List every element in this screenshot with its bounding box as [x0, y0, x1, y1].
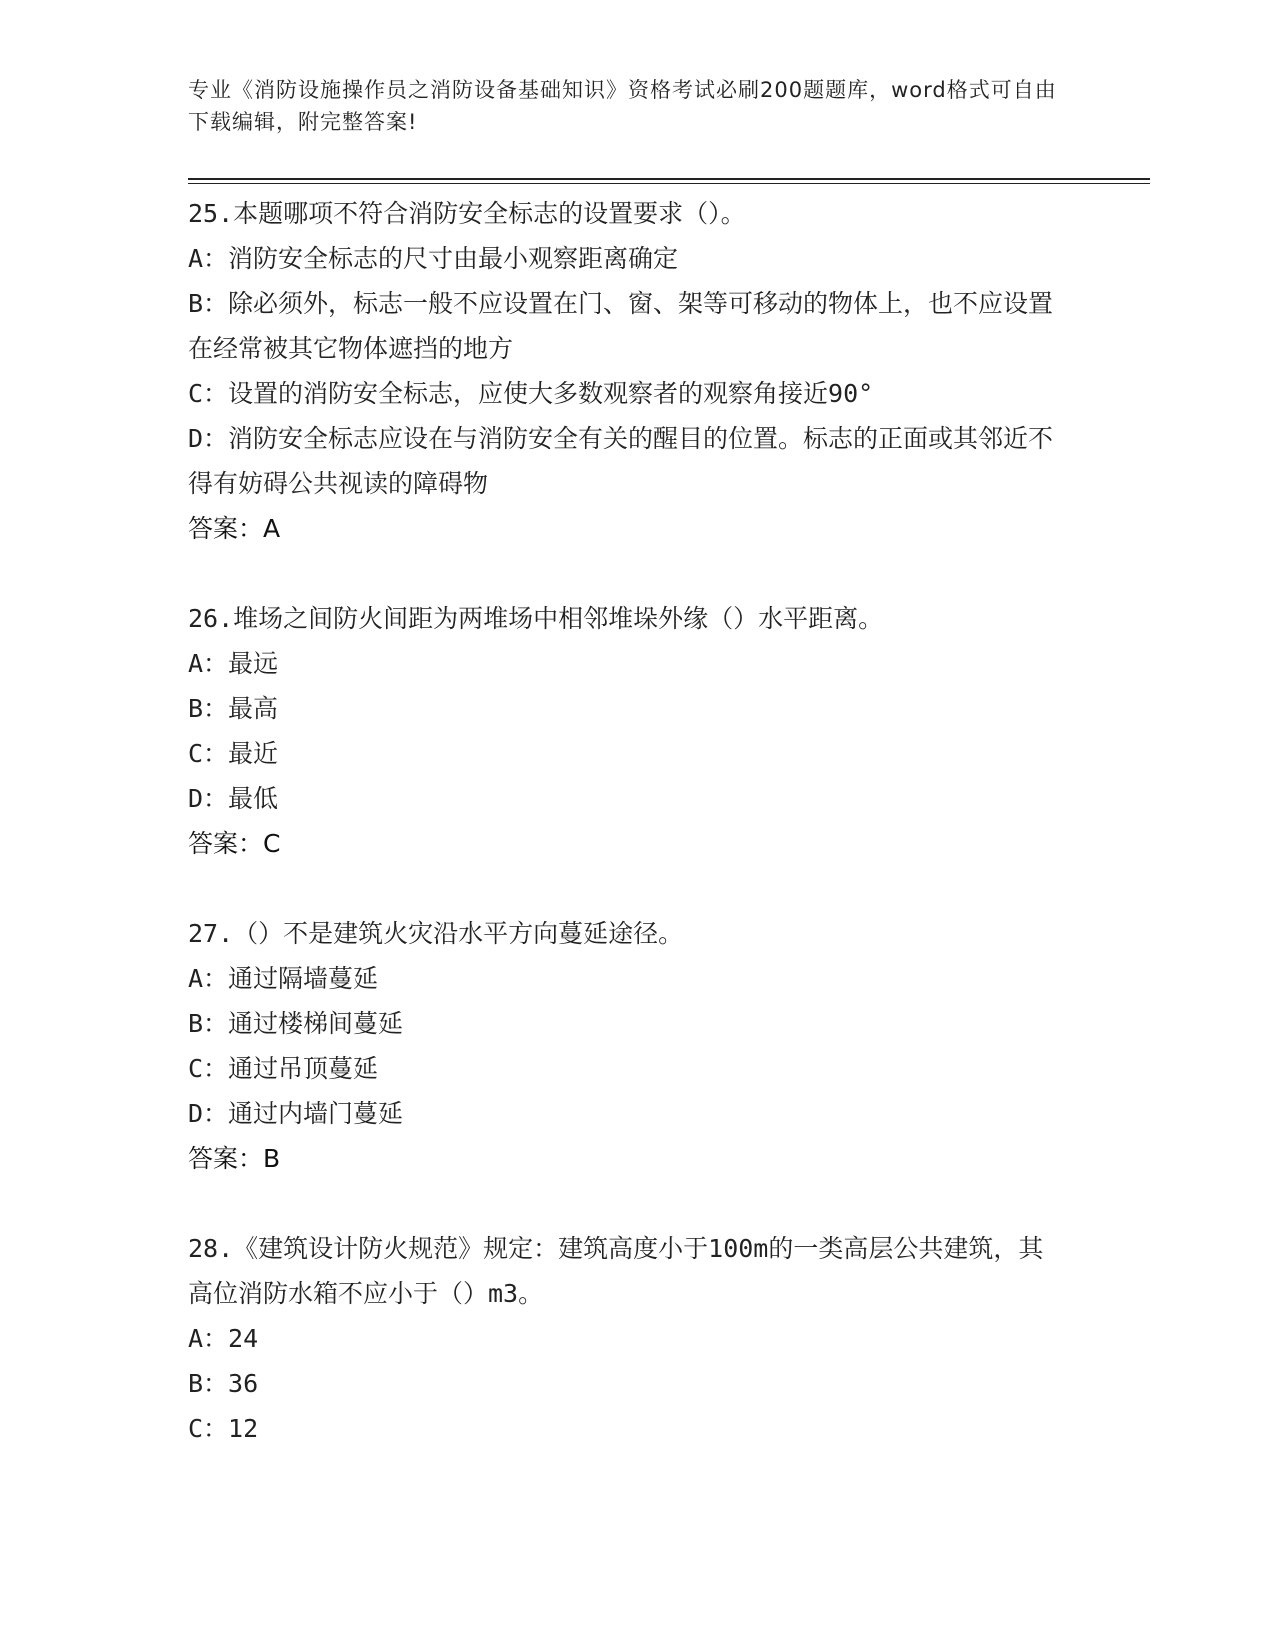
question-stem: 27.（）不是建筑火灾沿水平方向蔓延途径。: [188, 919, 684, 948]
option-a: A：最远: [188, 649, 279, 678]
question-26: [188, 596, 1068, 866]
option-a: A：通过隔墙蔓延: [188, 964, 379, 993]
header-rule-thin: [188, 183, 1150, 184]
question-stem: 25.本题哪项不符合消防安全标志的设置要求（）。: [188, 199, 746, 228]
option-b: B：通过楼梯间蔓延: [188, 1009, 404, 1038]
option-c: C：设置的消防安全标志，应使大多数观察者的观察角接近90°: [188, 379, 874, 408]
option-c: C：12: [188, 1414, 259, 1443]
question-list: [188, 191, 1068, 1451]
option-d: D：通过内墙门蔓延: [188, 1099, 404, 1128]
answer-label: 答案：B: [188, 1144, 281, 1173]
question-27: [188, 911, 1068, 1181]
option-c: C：通过吊顶蔓延: [188, 1054, 379, 1083]
answer-label: 答案：A: [188, 514, 281, 543]
answer-label: 答案：C: [188, 829, 281, 858]
question-stem: 26.堆场之间防火间距为两堆场中相邻堆垛外缘（）水平距离。: [188, 604, 884, 633]
option-c: C：最近: [188, 739, 279, 768]
option-d: D：最低: [188, 784, 279, 813]
option-d: D：消防安全标志应设在与消防安全有关的醒目的位置。标志的正面或其邻近不得有妨碍公共视读的障碍物: [188, 424, 1054, 498]
document-title: 专业《消防设施操作员之消防设备基础知识》资格考试必刷200题题库，word格式可自由下载编辑，附完整答案!: [188, 78, 1057, 134]
question-spacer: [188, 866, 1068, 911]
question-stem: 28.《建筑设计防火规范》规定：建筑高度小于100m的一类高层公共建筑，其高位消防水箱不应小于（）m3。: [188, 1234, 1044, 1308]
question-spacer: [188, 1181, 1068, 1226]
question-spacer: [188, 551, 1068, 596]
option-b: B：最高: [188, 694, 279, 723]
option-a: A：24: [188, 1324, 259, 1353]
header-rule-thick: [188, 178, 1150, 180]
option-b: B：36: [188, 1369, 259, 1398]
option-a: A：消防安全标志的尺寸由最小观察距离确定: [188, 244, 679, 273]
question-25: [188, 191, 1068, 551]
option-b: B：除必须外，标志一般不应设置在门、窗、架等可移动的物体上，也不应设置在经常被其它物体遮挡的地方: [188, 289, 1054, 363]
question-28: [188, 1226, 1068, 1451]
